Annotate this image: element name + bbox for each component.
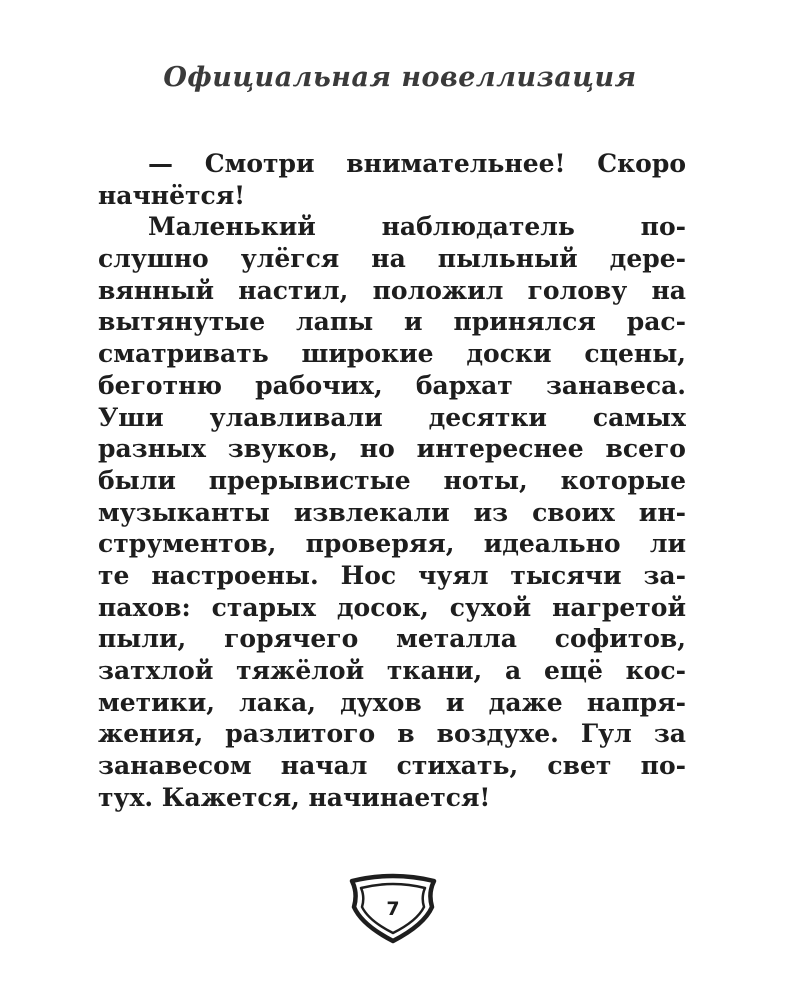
text-line: тух. Кажется, начинается! <box>98 782 491 812</box>
text-line: метики, лака, духов и даже напря- <box>98 687 686 717</box>
text-line: Уши улавливали десятки самых <box>98 402 686 432</box>
text-line: вытянутые лапы и принялся рас- <box>98 307 686 337</box>
text-line: сматривать широкие доски сцены, <box>98 339 686 369</box>
text-line: Маленький наблюдатель по- <box>148 212 686 242</box>
text-line: занавесом начал стихать, свет по- <box>98 751 686 781</box>
page-number: 7 <box>386 898 400 920</box>
text-line: пахов: старых досок, сухой нагретой <box>98 592 686 622</box>
text-line: жения, разлитого в воздухе. Гул за <box>98 719 686 749</box>
text-line: были прерывистые ноты, которые <box>98 465 686 495</box>
running-header: Официальная новеллизация <box>163 62 637 93</box>
body-text <box>98 148 686 813</box>
text-line: беготню рабочих, бархат занавеса. <box>98 370 686 400</box>
text-line: те настроены. Нос чуял тысячи за- <box>98 560 686 590</box>
text-line: музыканты извлекали из своих ин- <box>98 497 686 527</box>
text-line: разных звуков, но интереснее всего <box>98 434 686 464</box>
text-line: пыли, горячего металла софитов, <box>98 624 686 654</box>
text-line: вянный настил, положил голову на <box>98 275 686 305</box>
text-line: струментов, проверяя, идеально ли <box>98 529 686 559</box>
text-line: начнётся! <box>98 180 246 210</box>
page-number-badge <box>344 873 442 945</box>
text-line: — Смотри внимательнее! Скоро <box>148 149 686 178</box>
text-line: затхлой тяжёлой ткани, а ещё кос- <box>98 656 686 685</box>
text-line: слушно улёгся на пыльный дере- <box>98 244 686 274</box>
